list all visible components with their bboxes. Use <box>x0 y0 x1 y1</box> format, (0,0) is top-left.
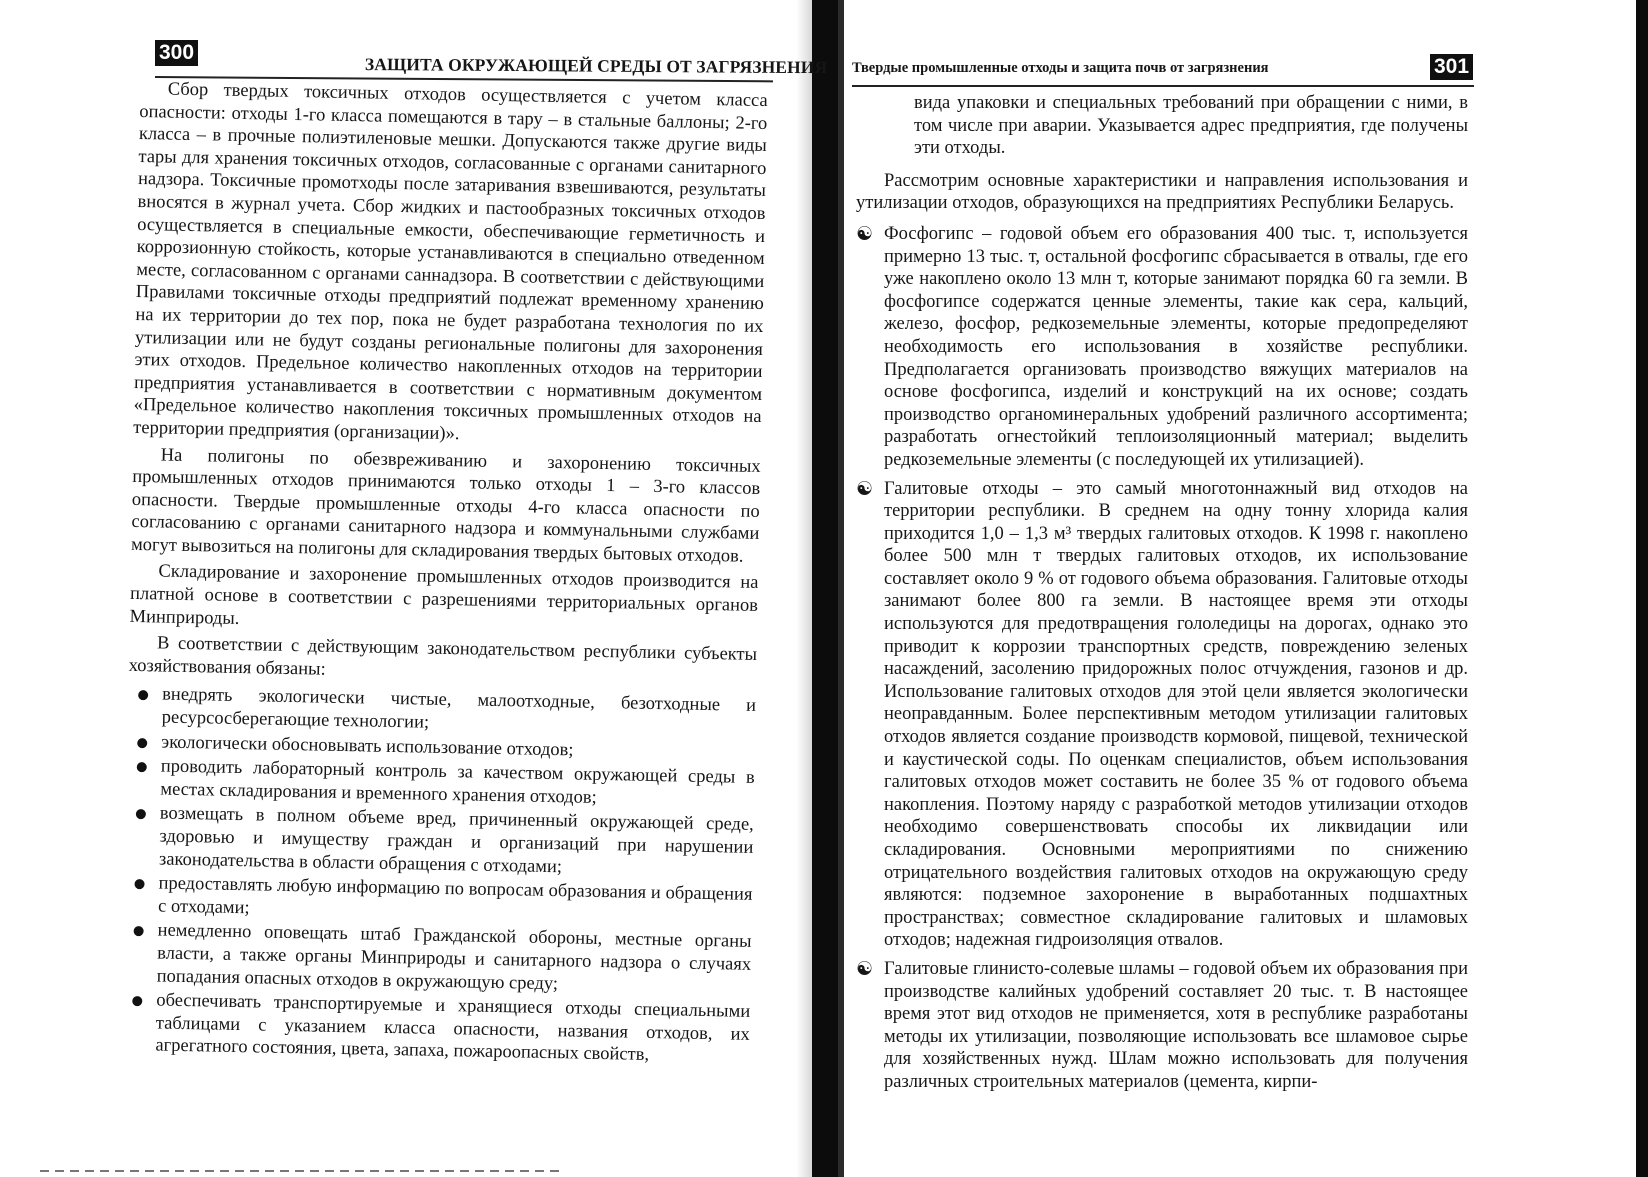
page-number: 301 <box>1430 54 1473 80</box>
continuation-text: вида упаковки и специальных требований при обращении с ними, в том числе при аварии. Указывается адрес предприятия, где получены эти отходы. <box>914 93 1468 159</box>
obligations-list <box>121 683 756 1068</box>
running-head: Твердые промышленные отходы и защита почв от загрязнения <box>852 60 1269 76</box>
paragraph: Сбор твердых токсичных отходов осуществляется с учетом класса опасности: отходы 1-го класса помещаются в тару – в стальные баллоны; 2-го класса – в прочные полиэтиленовые мешки. Допускаются также другие виды тары для хранения токсичных отходов, согласованные с органами санитарного надзора. Токсичные промотходы после затаривания взвешиваются, результаты вносятся в журнал учета. Сбор жидких и пастообразных токсичных отходов осуществляется в специальные емкости, обеспечивающие герметичность и коррозионную стойкость, которые устанавливаются в специально отведенном месте, согласованном с органами саннадзора. В соответствии с действующими Правилами токсичные отходы предприятий подлежат временному хранению на их территории до тех пор, пока не будет разработана технология по их утилизации или не будут созданы региональные полигоны для захоронения этих отходов. Предельное количество накопленных отходов на территории предприятия устанавливается в соответствии с нормативным документом «Предельное количество накопления токсичных промышленных отходов на территории предприятия (организации)». <box>133 79 768 445</box>
right-header <box>852 54 1482 86</box>
list-item-text: Галитовые глинисто-солевые шламы – годовой объем их образования при производстве калийных удобрений составляет 20 тыс. т. В настоящее время этот вид отходов не применяется, хотя в республике разработаны методы их утилизации, позволяющие использовать все шламовое сырье для хозяйственных нужд. Шлам можно использовать для получения различных строительных материалов (цемента, кирпи- <box>884 958 1468 1092</box>
bullet-dot-icon <box>138 691 148 701</box>
bullet-dot-icon <box>137 738 147 748</box>
yin-yang-bullet-icon: ☯ <box>856 957 874 980</box>
waste-types-list <box>856 223 1468 1094</box>
right-page <box>844 0 1636 1177</box>
list-item <box>856 958 1468 1094</box>
paragraph: На полигоны по обезвреживанию и захоронению токсичных промышленных отходов принимаются только отходы 1 – 3-го классов опасности. Твердые промышленные отходы 4-го класса опасности по согласованию с органами санитарного надзора и коммунальными службами могут вывозиться на полигоны для складирования твердых бытовых отходов. <box>130 444 761 567</box>
running-head: ЗАЩИТА ОКРУЖАЮЩЕЙ СРЕДЫ ОТ ЗАГРЯЗНЕНИЯ <box>364 54 828 78</box>
list-item-text: предоставлять любую информацию по вопросам образования и обращения с отходами; <box>157 873 753 919</box>
list-item-text: обеспечивать транспортируемые и хранящиеся отходы специальными таблицами с указанием класса опасности, названия отходов, их агрегатного состояния, цвета, запаха, пожароопасных свойств, <box>155 990 751 1066</box>
list-item-text: внедрять экологически чистые, малоотходные, безотходные и ресурсосберегающие технологии; <box>161 684 757 733</box>
bullet-dot-icon <box>134 926 144 936</box>
yin-yang-bullet-icon: ☯ <box>856 477 874 500</box>
page-number: 300 <box>155 40 198 66</box>
paragraph: Рассмотрим основные характеристики и направления использования и утилизации отходов, образующихся на предприятиях Республики Беларусь. <box>856 170 1468 214</box>
bullet-dot-icon <box>137 762 147 772</box>
paragraph: Складирование и захоронение промышленных отходов производится на платной основе в соответствии с разрешениями территориальных органов Минприроды. <box>129 561 759 629</box>
list-item <box>856 223 1468 472</box>
yin-yang-bullet-icon: ☯ <box>856 222 874 245</box>
list-item <box>856 478 1468 952</box>
bullet-dot-icon <box>136 809 146 819</box>
header-rule <box>852 85 1474 87</box>
left-header <box>155 40 828 78</box>
list-item-text: возмещать в полном объеме вред, причиненный окружающей среде, здоровью и имуществу граждан и организаций при нарушении законодательства в области обращения с отходами; <box>158 803 754 877</box>
paragraph: В соответствии с действующим законодательством республики субъекты хозяйствования обязаны: <box>128 633 758 680</box>
list-item-text: экологически обосновывать использование отходов; <box>161 732 574 761</box>
list-item-text: Фосфогипс – годовой объем его образования 400 тыс. т, используется примерно 13 тыс. т, остальной фосфогипс сбрасывается в отвалы, где его уже накоплено около 13 млн т, которые занимают порядка 60 га земли. В фосфогипсе содержатся ценные элементы, такие как сера, кальций, железо, фосфор, редкоземельные элементы, которые предопределяют необходимость его использования в хозяйстве республики. Предполагается организовать производство вяжущих материалов на основе фосфогипса, изделий и конструкций на их основе; создать производство органоминеральных удобрений различного ассортимента; разработать огнестойкий теплоизоляционный материал; выделить редкоземельные элементы (с последующей их утилизацией). <box>884 223 1468 470</box>
bullet-dot-icon <box>134 879 144 889</box>
right-body <box>856 92 1468 1100</box>
list-item <box>121 989 750 1069</box>
book-spine <box>812 0 838 1177</box>
scan-right-edge <box>1636 0 1648 1177</box>
bullet-dot-icon <box>132 996 142 1006</box>
left-body <box>121 78 768 1071</box>
list-item-text: немедленно оповещать штаб Гражданской обороны, местные органы власти, а также органы Минприроды и санитарного надзора о случаях попадания опасных отходов в окружающую среду; <box>156 920 752 994</box>
list-item <box>125 802 754 882</box>
list-item-text: Галитовые отходы – это самый многотоннажный вид отходов на территории республики. В среднем на одну тонну хлорида калия приходится 1,0 – 1,3 м³ твердых галитовых отходов. К 1998 г. накоплено более 500 млн т твердых галитовых отходов, их использование составляет около 9 % от годового объема образования. Галитовые отходы занимают более 800 га земли. В настоящее время эти отходы используются для предотвращения гололедицы на дорогах, однако это приводит к коррозии транспортных средств, повреждению зеленых насаждений, засолению придорожных полос отчуждения, газонов и др. Использование галитовых отходов для этой цели является экологически неоправданным. Более перспективным методом утилизации галитовых отходов является создание производств кормовой, пищевой, технической и каустической соды. По оценкам специалистов, объем использования галитовых отходов может составить не более 35 % от годового объема накопления. Поэтому наряду с разработкой методов утилизации отходов необходимо совершенствовать способы их ликвидации или складирования. Основными мероприятиями по снижению отрицательного воздействия галитовых отходов на окружающую среду являются: подземное захоронение в выработанных подшахтных пространствах; совместное складирование галитовых и шламовых отходов; надежная гидроизоляция отвалов. <box>884 478 1468 951</box>
list-item-text: проводить лабораторный контроль за качеством окружающей среды в местах складирования и временного хранения отходов; <box>160 756 755 808</box>
list-item <box>123 919 752 999</box>
